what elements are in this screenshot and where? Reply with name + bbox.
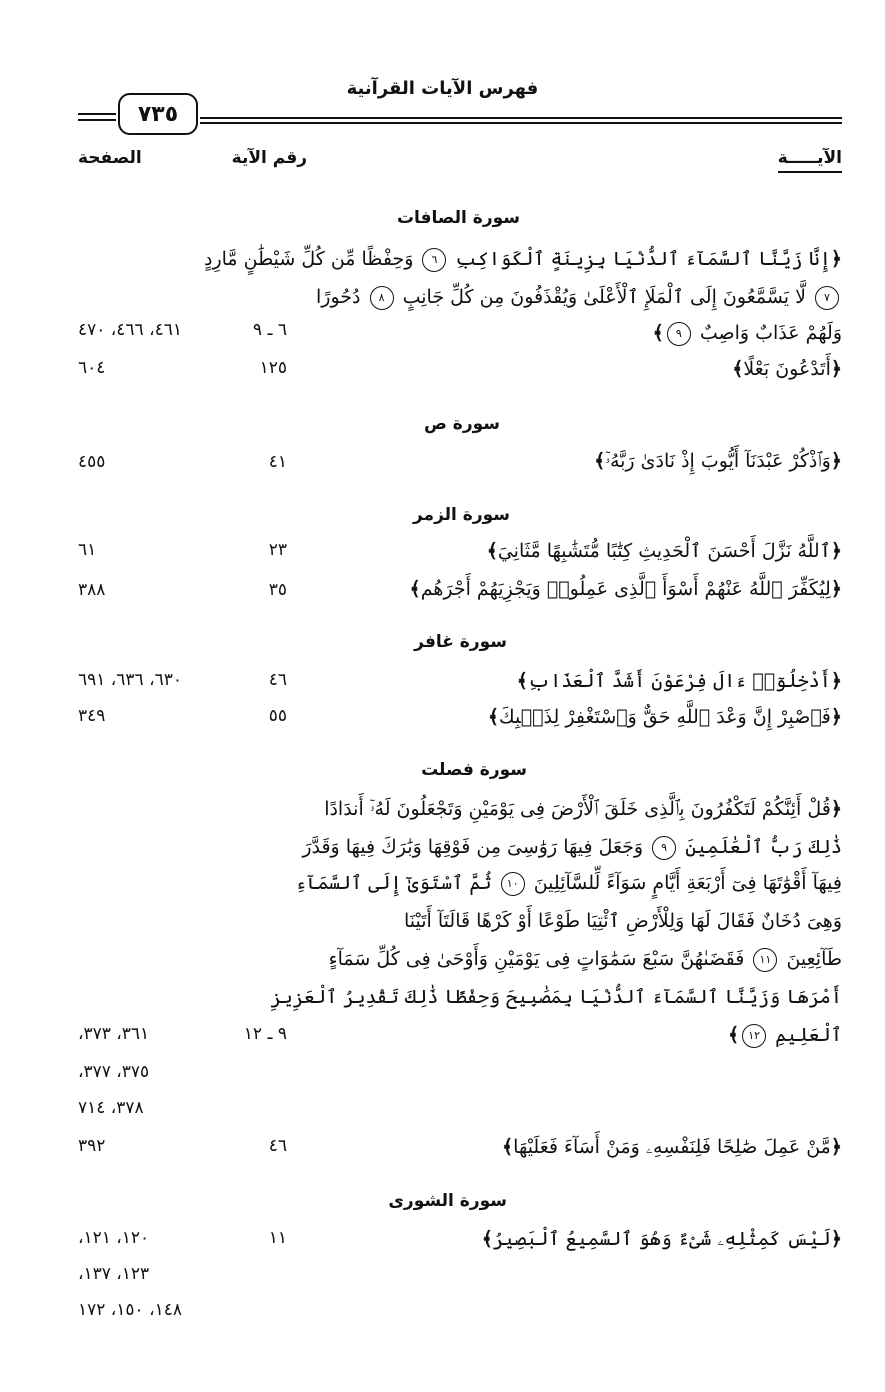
column-header-ayah-number: رقم الآية [231,148,307,168]
ayah-end-marker: ٦ [422,248,446,272]
ayah-end-marker: ٧ [815,286,839,310]
sura-heading-ashshura: سورة الشورى [388,1191,507,1211]
verse-line: ﴿مَّنْ عَمِلَ صَٰلِحًا فَلِنَفْسِهِۦ وَمَنْ أَسَآءَ فَعَلَيْهَا﴾ [502,1136,842,1158]
header-rule-left-double [78,119,116,121]
page-reference: ٣٦١، ٣٧٣، [78,1024,150,1044]
sura-heading-ghafir: سورة غافر [414,632,507,652]
verse-line: ﴿وَٱذْكُرْ عَبْدَنَآ أَيُّوبَ إِذْ نَادَىٰ رَبَّهُۥٓ﴾ [594,450,842,472]
ayah-end-marker: ١٠ [501,872,525,896]
page-reference: ٣٧٥، ٣٧٧، [78,1062,150,1082]
ayah-number: ٢٣ [268,540,287,560]
page-number: ٧٣٥ [137,101,179,127]
ayah-number: ٥٥ [268,706,287,726]
ayah-end-marker: ١١ [753,948,777,972]
ayah-number: ٤٦ [268,1136,287,1156]
ayah-end-marker: ٨ [370,286,394,310]
page-reference: ١٢٠، ١٢١، [78,1228,150,1248]
ayah-number: ٤٦ [268,670,287,690]
page-reference: ١٤٨، ١٥٠، ١٧٢ [78,1300,182,1320]
verse-line: ﴿أَدْخِلُوٓا۟ ءَالَ فِرْعَوْنَ أَشَدَّ ٱلْعَذَابِ﴾ [516,670,842,692]
sura-heading-sad: سورة ص [424,414,500,434]
verse-line: ٱلْعَلِيمِ ١٢﴾ [728,1024,842,1046]
page-number-box [118,93,198,135]
ayah-number: ١١ [268,1228,287,1248]
verse-line: فِيهَآ أَقْوَٰتَهَا فِىٓ أَرْبَعَةِ أَيَّامٍ سَوَآءً لِّلسَّآئِلِينَ ١٠ ثُمَّ ٱسْتَوَىٰٓ إِلَى ٱلسَّمَآءِ [295,872,842,894]
verse-line: ﴿لِيُكَفِّرَ ٱللَّهُ عَنْهُمْ أَسْوَأَ ٱلَّذِى عَمِلُوا۟ وَيَجْزِيَهُمْ أَجْرَهُم﴾ [409,578,842,600]
ayah-number: ١٢٥ [259,358,287,378]
ayah-end-marker: ١٢ [742,1024,766,1048]
page-reference: ٤٥٥ [78,452,106,472]
index-title: فهرس الآيات القرآنية [346,78,539,99]
ayah-number: ٣٥ [268,580,287,600]
sura-heading-assaffat: سورة الصافات [396,208,520,228]
verse-line: وَلَهُمْ عَذَابٌ وَاصِبٌ ٩﴾ [652,322,842,344]
page-reference: ٦٣٠، ٦٣٦، ٦٩١ [78,670,182,690]
sura-heading-azzumar: سورة الزمر [412,505,510,525]
page-reference: ٤٦١، ٤٦٦، ٤٧٠ [78,320,182,340]
header-rule-left [78,113,116,115]
page-reference: ٣٧٨، ٧١٤ [78,1098,144,1118]
page-reference: ٣٩٢ [78,1136,106,1156]
header-rule-main-double [200,122,842,124]
page-reference: ٣٨٨ [78,580,106,600]
verse-open-bracket: ﴿ [830,248,842,270]
verse-line: طَآئِعِينَ ١١ فَقَضَىٰهُنَّ سَبْعَ سَمَٰوَاتٍ فِى يَوْمَيْنِ وَأَوْحَىٰ فِى كُلِّ سَمَآءٍ [328,948,842,970]
header-rule-main [200,117,842,119]
verse-line: ذَٰلِكَ رَبُّ ٱلْعَٰلَمِينَ ٩ وَجَعَلَ فِيهَا رَوَٰسِىَ مِن فَوْقِهَا وَبَٰرَكَ فِيهَا وَقَدَّرَ [302,836,842,858]
verse-line: ﴿فَٱصْبِرْ إِنَّ وَعْدَ ٱللَّهِ حَقٌّ وَٱسْتَغْفِرْ لِذَنۢبِكَ﴾ [487,706,842,728]
column-header-page: الصفحة [78,148,142,168]
verse-line: ﴿ٱللَّهُ نَزَّلَ أَحْسَنَ ٱلْحَدِيثِ كِتَٰبًا مُّتَشَٰبِهًا مَّثَانِيَ﴾ [486,540,842,562]
verse-line: وَهِىَ دُخَانٌ فَقَالَ لَهَا وَلِلْأَرْضِ ٱئْتِيَا طَوْعًا أَوْ كَرْهًا قَالَتَآ أَتَيْنَا [404,910,842,932]
verse-close-bracket: ﴾ [652,322,664,344]
ayah-number: ٩ ـ ١٢ [243,1024,287,1044]
page-reference: ٦١ [78,540,97,560]
ayah-number: ٦ ـ ٩ [252,320,287,340]
ayah-end-marker: ٩ [667,322,691,346]
verse-line: أَمْرَهَا وَزَيَّنَّا ٱلسَّمَآءَ ٱلدُّنْيَا بِمَصَٰبِيحَ وَحِفْظًا ذَٰلِكَ تَقْدِيرُ ٱلْعَزِيزِ [270,986,842,1008]
page-reference: ٦٠٤ [78,358,106,378]
ayah-number: ٤١ [268,452,287,472]
verse-line: ﴿لَيْسَ كَمِثْلِهِۦ شَىْءٌ وَهُوَ ٱلسَّمِيعُ ٱلْبَصِيرُ﴾ [481,1228,842,1250]
page-reference: ١٢٣، ١٣٧، [78,1264,150,1284]
verse-line: ﴿قُلْ أَئِنَّكُمْ لَتَكْفُرُونَ بِٱلَّذِى خَلَقَ ٱلْأَرْضَ فِى يَوْمَيْنِ وَتَجْعَلُونَ لَهُۥٓ أَندَادًا [324,798,842,820]
column-header-verse: الآيـــــة [778,148,842,173]
page-reference: ٣٤٩ [78,706,106,726]
ayah-end-marker: ٩ [652,836,676,860]
verse-line: ﴿أَتَدْعُونَ بَعْلًا﴾ [732,358,842,380]
sura-heading-fussilat: سورة فصلت [421,760,527,780]
verse-line: ٧ لَّا يَسَّمَّعُونَ إِلَى ٱلْمَلَإِ ٱلْأَعْلَىٰ وَيُقْذَفُونَ مِن كُلِّ جَانِبٍ ٨ دُحُورًا [316,286,842,310]
verse-line: ﴿إِنَّا زَيَّنَّا ٱلسَّمَآءَ ٱلدُّنْيَا بِزِينَةٍ ٱلْكَوَاكِبِ ٦ وَحِفْظًا مِّن كُلِّ شَيْطَٰنٍ مَّارِدٍ [203,248,842,270]
